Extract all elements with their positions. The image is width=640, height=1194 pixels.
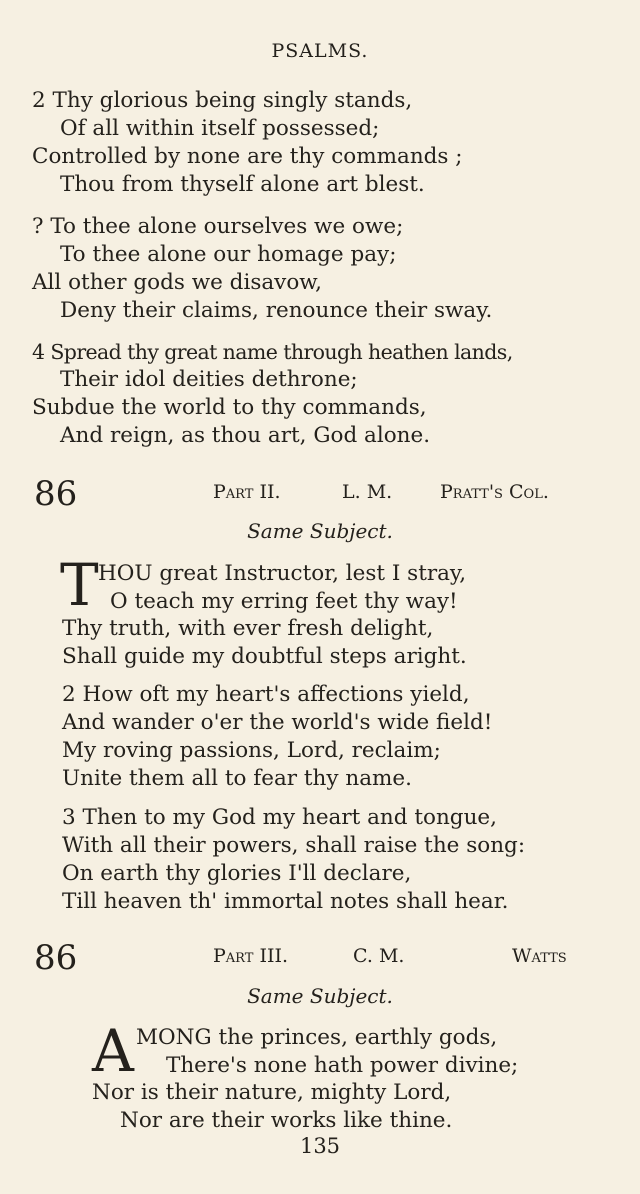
stanza-line: 4 Spread thy great name through heathen lands, xyxy=(32,340,513,364)
stanza-line: Thou from thyself alone art blest. xyxy=(60,172,425,197)
hymn-number: 86 xyxy=(34,938,78,978)
stanza-line: With all their powers, shall raise the song: xyxy=(62,833,526,858)
hymn-number: 86 xyxy=(34,474,78,514)
hymn-source: Pratt's Col. xyxy=(440,481,549,503)
stanza-line: Nor are their works like thine. xyxy=(120,1108,453,1133)
stanza-line: HOU great Instructor, lest I stray, xyxy=(98,561,467,586)
running-head: PSALMS. xyxy=(271,40,369,62)
stanza-line: Thy truth, with ever fresh delight, xyxy=(62,616,434,641)
stanza-line: O teach my erring feet thy way! xyxy=(110,589,458,614)
stanza-line: Of all within itself possessed; xyxy=(60,116,380,141)
hymn-subject: Same Subject. xyxy=(247,984,393,1008)
stanza-line: On earth thy glories I'll declare, xyxy=(62,861,412,886)
stanza-line: And wander o'er the world's wide field! xyxy=(62,710,493,735)
hymn-meter: C. M. xyxy=(353,945,405,967)
stanza-line: Deny their claims, renounce their sway. xyxy=(60,298,493,323)
hymn-part: Part II. xyxy=(213,481,281,503)
stanza-line: Subdue the world to thy commands, xyxy=(32,395,427,420)
stanza-line: My roving passions, Lord, reclaim; xyxy=(62,738,441,763)
stanza-line: 2 Thy glorious being singly stands, xyxy=(32,88,413,113)
stanza-line: All other gods we disavow, xyxy=(32,270,322,295)
hymn-meter: L. M. xyxy=(342,481,393,503)
stanza-line: Till heaven th' immortal notes shall hear. xyxy=(62,889,509,914)
stanza-line: Their idol deities dethrone; xyxy=(60,367,358,392)
stanza-line: 3 Then to my God my heart and tongue, xyxy=(62,805,497,830)
stanza-line: Nor is their nature, mighty Lord, xyxy=(92,1080,452,1105)
stanza-line: ? To thee alone ourselves we owe; xyxy=(32,214,404,239)
stanza-line: 2 How oft my heart's affections yield, xyxy=(62,682,470,707)
hymn-subject: Same Subject. xyxy=(247,519,393,543)
hymn-part: Part III. xyxy=(213,945,288,967)
stanza-line: MONG the princes, earthly gods, xyxy=(136,1025,498,1050)
stanza-line: Unite them all to fear thy name. xyxy=(62,766,412,791)
stanza-line: Controlled by none are thy commands ; xyxy=(32,144,463,169)
stanza-line: There's none hath power divine; xyxy=(166,1053,519,1078)
stanza-line: Shall guide my doubtful steps aright. xyxy=(62,644,467,669)
drop-cap: T xyxy=(60,551,99,619)
page-number: 135 xyxy=(299,1134,341,1158)
stanza-line: To thee alone our homage pay; xyxy=(60,242,397,267)
hymn-source: Watts xyxy=(512,945,567,967)
drop-cap: A xyxy=(92,1017,134,1085)
stanza-line: And reign, as thou art, God alone. xyxy=(60,423,431,448)
